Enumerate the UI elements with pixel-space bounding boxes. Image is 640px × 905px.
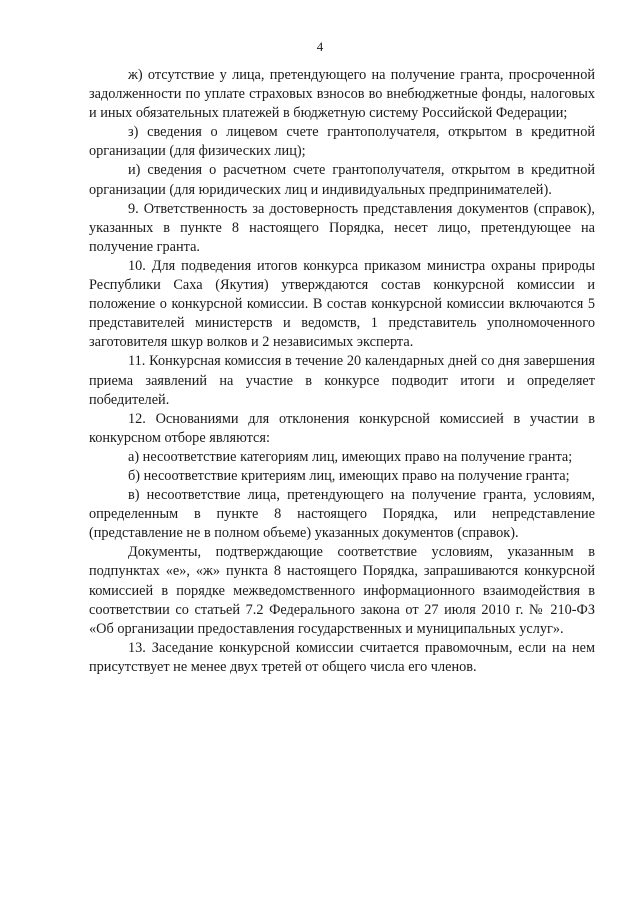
paragraph-subitem-v: в) несоответствие лица, претендующего на получение гранта, условиям, определенным в пункте 8 настоящего Порядка, или непредставление (представление не в полном объеме) указанных документов (справок). <box>89 487 595 542</box>
document-body <box>89 66 595 677</box>
paragraph-subitem-z: з) сведения о лицевом счете грантополучателя, открытом в кредитной организации (для физических лиц); <box>89 124 595 160</box>
paragraph-documents-note: Документы, подтверждающие соответствие условиям, указанным в подпунктах «е», «ж» пункта 8 настоящего Порядка, запрашиваются конкурсной комиссией в порядке межведомственного информационного взаимодействия в соответствии со статьей 7.2 Федерального закона от 27 июля 2010 г. № 210-ФЗ «Об организации предоставления государственных и муниципальных услуг». <box>89 544 595 637</box>
paragraph-item-11: 11. Конкурсная комиссия в течение 20 календарных дней со дня завершения приема заявлений на участие в конкурсе подводит итоги и определяет победителей. <box>89 353 595 408</box>
paragraph-subitem-i: и) сведения о расчетном счете грантополучателя, открытом в кредитной организации (для юридических лиц и индивидуальных предпринимателей). <box>89 162 595 198</box>
paragraph-item-9: 9. Ответственность за достоверность представления документов (справок), указанных в пункте 8 настоящего Порядка, несет лицо, претендующее на получение гранта. <box>89 200 595 255</box>
paragraph-item-10: 10. Для подведения итогов конкурса приказом министра охраны природы Республики Саха (Якутия) утверждаются состав конкурсной комиссии и положение о конкурсной комиссии. В состав конкурсной комиссии включаются 5 представителей министерств и ведомств, 1 представитель уполномоченного заготовителя шкур волков и 2 независимых эксперта. <box>89 257 595 351</box>
paragraph-subitem-b: б) несоответствие критериям лиц, имеющих право на получение гранта; <box>128 467 570 484</box>
paragraph-item-12: 12. Основаниями для отклонения конкурсной комиссией в участии в конкурсном отборе являются: <box>89 410 595 446</box>
paragraph-subitem-zh: ж) отсутствие у лица, претендующего на получение гранта, просроченной задолженности по уплате страховых взносов во внебюджетные фонды, налоговых и иных обязательных платежей в бюджетную систему Российской Федерации; <box>89 67 595 122</box>
page-number: 4 <box>316 39 324 54</box>
paragraph-subitem-a: а) несоответствие категориям лиц, имеющих право на получение гранта; <box>128 448 573 465</box>
paragraph-item-13: 13. Заседание конкурсной комиссии считается правомочным, если на нем присутствует не менее двух третей от общего числа его членов. <box>89 639 595 675</box>
